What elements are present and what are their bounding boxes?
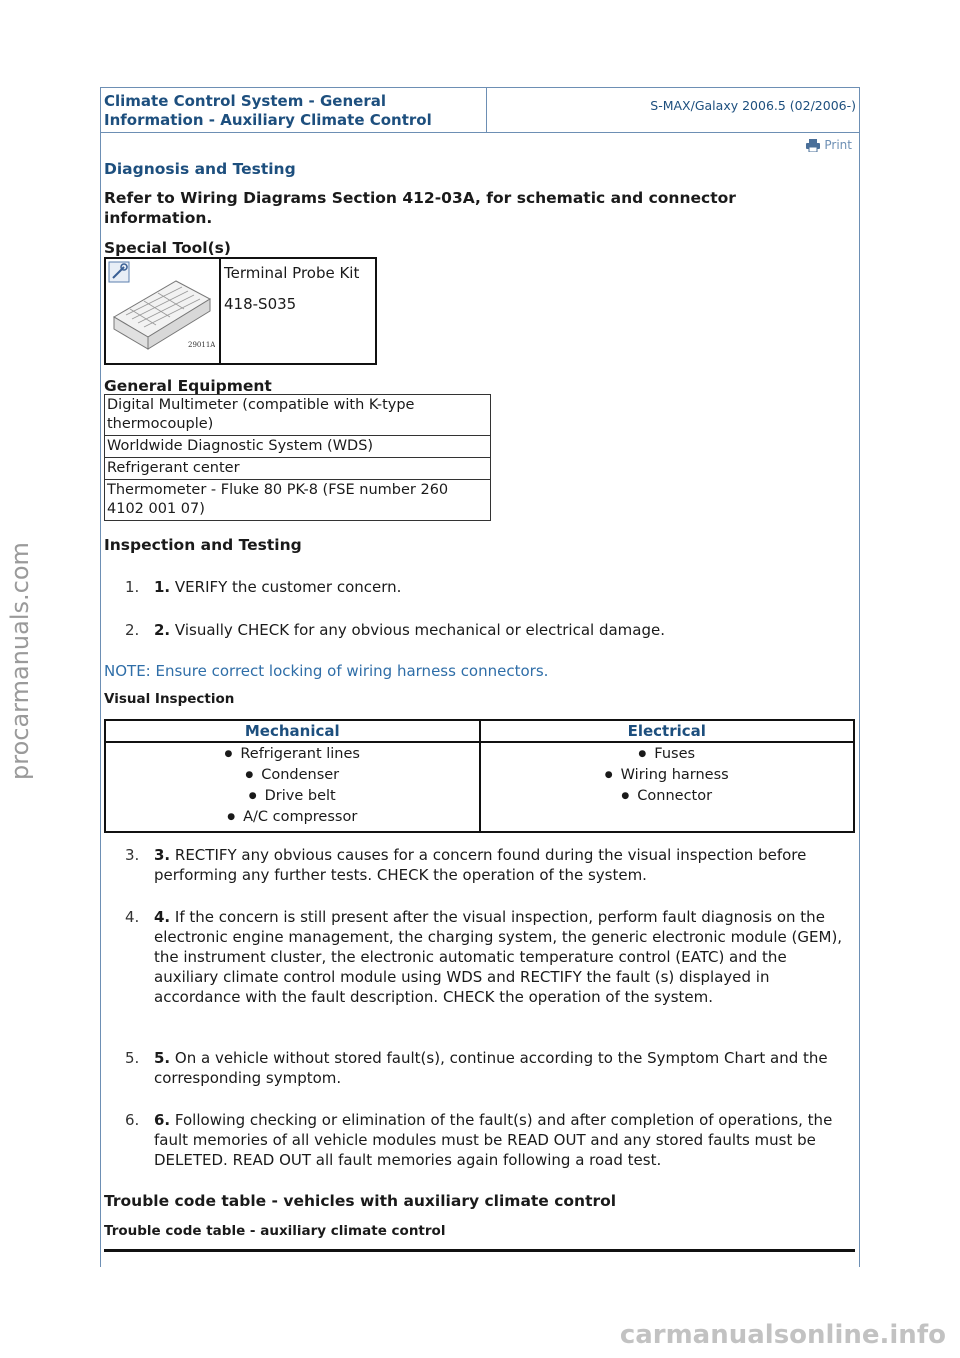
step-number: 2. xyxy=(125,621,140,639)
document-title xyxy=(101,88,487,132)
title-line-2: Information - Auxiliary Climate Control xyxy=(104,111,432,129)
side-watermark: procarmanuals.com xyxy=(6,542,34,780)
general-equipment-heading: General Equipment xyxy=(104,377,272,395)
step-bold-number: 6. xyxy=(154,1111,171,1129)
table-row xyxy=(105,458,491,480)
equipment-item: Worldwide Diagnostic System (WDS) xyxy=(105,436,491,458)
step-number: 6. xyxy=(125,1111,140,1129)
print-label: Print xyxy=(824,138,852,152)
step-number: 5. xyxy=(125,1049,140,1067)
step-text: Following checking or elimination of the fault(s) and after completion of operations, the fault memories of all vehicle modules must be READ OUT and any stored faults must be DELETED. READ OUT all fault memories again following a road test. xyxy=(154,1111,833,1169)
trouble-code-subtitle: Trouble code table - auxiliary climate control xyxy=(104,1223,446,1239)
list-item: ● Condenser xyxy=(106,766,479,787)
probe-kit-illustration xyxy=(106,259,215,363)
tool-image xyxy=(106,259,221,363)
diagnosis-title: Diagnosis and Testing xyxy=(104,160,296,178)
mechanical-cell xyxy=(105,742,480,832)
step-number: 3. xyxy=(125,846,140,864)
step-text: RECTIFY any obvious causes for a concern found during the visual inspection before performing any further tests. CHECK the operation of the system. xyxy=(154,846,807,884)
step-4 xyxy=(125,907,854,1007)
print-button[interactable] xyxy=(806,138,852,152)
visual-inspection-heading: Visual Inspection xyxy=(104,691,235,707)
list-item: ● Connector xyxy=(481,787,854,808)
vehicle-label: S-MAX/Galaxy 2006.5 (02/2006-) xyxy=(650,98,856,113)
image-caption: 29011A xyxy=(188,341,215,349)
step-text: VERIFY the customer concern. xyxy=(170,578,402,596)
tool-description xyxy=(221,259,375,363)
electrical-list xyxy=(481,745,854,808)
tool-name: Terminal Probe Kit xyxy=(224,264,360,282)
step-text: Visually CHECK for any obvious mechanical or electrical damage. xyxy=(170,621,666,639)
step-number: 1. xyxy=(125,578,140,596)
step-bold-number: 1. xyxy=(154,578,171,596)
refer-line-1: Refer to Wiring Diagrams Section 412-03A, for schematic and connector xyxy=(104,189,736,207)
table-top-rule xyxy=(104,1249,855,1252)
note-text: NOTE: Ensure correct locking of wiring harness connectors. xyxy=(104,662,549,680)
mechanical-list xyxy=(106,745,479,829)
refer-text xyxy=(104,188,824,228)
table-row xyxy=(105,742,854,832)
list-item: ● Fuses xyxy=(481,745,854,766)
list-item: ● Drive belt xyxy=(106,787,479,808)
step-5 xyxy=(125,1048,854,1088)
table-header-row xyxy=(105,720,854,742)
list-item: ● Refrigerant lines xyxy=(106,745,479,766)
step-1 xyxy=(125,577,854,597)
list-item: ● Wiring harness xyxy=(481,766,854,787)
visual-inspection-table xyxy=(104,719,855,833)
step-bold-number: 2. xyxy=(154,621,171,639)
equipment-item: Refrigerant center xyxy=(105,458,491,480)
column-header-mechanical: Mechanical xyxy=(105,720,480,742)
trouble-code-title: Trouble code table - vehicles with auxiliary climate control xyxy=(104,1192,617,1210)
refer-line-2: information. xyxy=(104,209,213,227)
list-item: ● A/C compressor xyxy=(106,808,479,829)
table-row xyxy=(105,436,491,458)
special-tools-table xyxy=(104,257,377,365)
step-text: On a vehicle without stored fault(s), continue according to the Symptom Chart and the corresponding symptom. xyxy=(154,1049,828,1087)
electrical-cell xyxy=(480,742,855,832)
step-bold-number: 3. xyxy=(154,846,171,864)
special-tools-heading: Special Tool(s) xyxy=(104,239,231,257)
tool-number: 418-S035 xyxy=(224,295,297,313)
step-bold-number: 5. xyxy=(154,1049,171,1067)
general-equipment-table xyxy=(104,394,491,521)
step-2 xyxy=(125,620,854,640)
table-row xyxy=(105,480,491,521)
step-6 xyxy=(125,1110,854,1170)
table-row xyxy=(105,395,491,436)
equipment-item: Digital Multimeter (compatible with K-type thermocouple) xyxy=(105,395,491,436)
printer-icon xyxy=(806,139,820,152)
step-text: If the concern is still present after the visual inspection, perform fault diagnosis on the electronic engine management, the charging system, the generic electronic module (GEM), the instrument cluster, the electronic automatic temperature control (EATC) and the auxiliary climate control module using WDS and RECTIFY the fault (s) displayed in accordance with the fault description. CHECK the operation of the system. xyxy=(154,908,843,1006)
column-header-electrical: Electrical xyxy=(480,720,855,742)
equipment-item: Thermometer - Fluke 80 PK-8 (FSE number 260 4102 001 07) xyxy=(105,480,491,521)
bottom-watermark: carmanualsonline.info xyxy=(619,1320,946,1350)
inspection-title: Inspection and Testing xyxy=(104,536,302,554)
step-3 xyxy=(125,845,854,885)
document-header xyxy=(100,87,860,133)
title-line-1: Climate Control System - General xyxy=(104,92,386,110)
step-number: 4. xyxy=(125,908,140,926)
step-bold-number: 4. xyxy=(154,908,171,926)
